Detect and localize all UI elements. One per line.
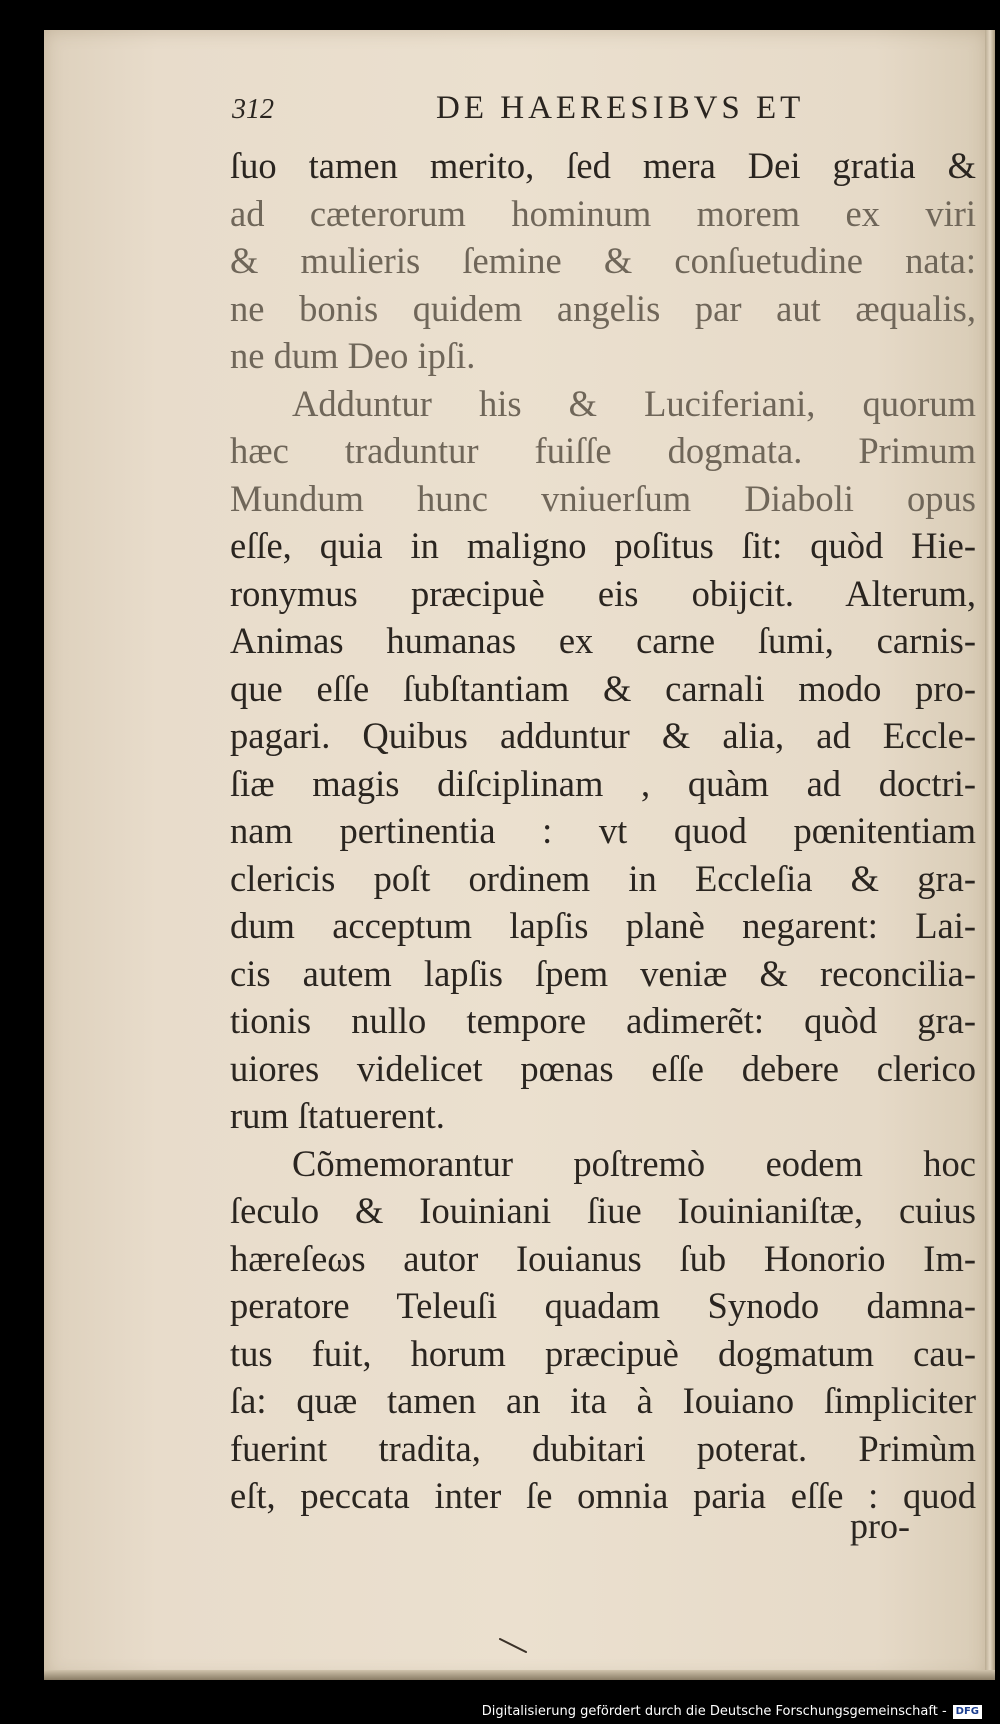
digitization-footer <box>482 1704 982 1719</box>
text-line: clericis poſt ordinem in Eccleſia & gra- <box>230 857 976 899</box>
running-head: DE HAERESIBVS ET <box>436 90 805 126</box>
text-line: Animas humanas ex carne ſumi, carnis- <box>230 620 976 661</box>
text-line: uiores videlicet pœnas eſſe debere clerico <box>230 1047 976 1089</box>
text-line: rum ſtatuerent. <box>230 1095 445 1136</box>
page-edge-right <box>985 30 995 1678</box>
page-header <box>232 90 932 134</box>
text-line: peratore Teleuſi quadam Synodo damna- <box>230 1285 976 1326</box>
dfg-logo: DFG <box>953 1705 982 1719</box>
text-line: ſa: quæ tamen an ita à Iouiano ſimpliciter <box>230 1380 976 1421</box>
text-line: ne bonis quidem angelis par aut æqualis, <box>230 287 976 329</box>
text-line: ne dum Deo ipſi. <box>230 335 476 376</box>
body-text <box>230 142 976 1520</box>
catchword: pro- <box>850 1506 910 1546</box>
text-line: ſeculo & Iouiniani ſiue Iouinianiſtæ, cuius <box>230 1190 976 1231</box>
text-line: ſiæ magis diſciplinam , quàm ad doctri- <box>230 762 976 804</box>
text-line: ad cæterorum hominum morem ex viri <box>230 192 976 234</box>
text-line: eſt, peccata inter ſe omnia paria eſſe : quod <box>230 1475 976 1516</box>
text-line: fuerint tradita, dubitari poterat. Primùm <box>230 1427 976 1469</box>
text-line: pagari. Quibus adduntur & alia, ad Eccle- <box>230 715 976 756</box>
footer-text: Digitalisierung gefördert durch die Deutsche Forschungsgemeinschaft - <box>481 1704 947 1719</box>
page-edge-bottom <box>44 1670 995 1680</box>
text-line: eſſe, quia in maligno poſitus ſit: quòd Hie- <box>230 525 976 566</box>
text-line: ronymus præcipuè eis obijcit. Alterum, <box>230 572 976 614</box>
text-line: cis autem lapſis ſpem veniæ & reconcilia- <box>230 952 976 994</box>
text-line: que eſſe ſubſtantiam & carnali modo pro- <box>230 667 976 709</box>
text-line: dum acceptum lapſis planè negarent: Lai- <box>230 905 976 946</box>
text-line: nam pertinentia : vt quod pœnitentiam <box>230 810 976 851</box>
text-line: ſuo tamen merito, ſed mera Dei gratia & <box>230 145 976 186</box>
paragraph-start-line: Cõmemorantur poſtremò eodem hoc <box>292 1142 976 1184</box>
paragraph-start-line: Adduntur his & Luciferiani, quorum <box>292 382 976 424</box>
text-line: tus fuit, horum præcipuè dogmatum cau- <box>230 1332 976 1374</box>
page-number: 312 <box>232 94 274 125</box>
text-line: hæreſeωs autor Iouianus ſub Honorio Im- <box>230 1237 976 1279</box>
text-line: Mundum hunc vniuerſum Diaboli opus <box>230 477 976 519</box>
text-line: hæc traduntur fuiſſe dogmata. Primum <box>230 430 976 471</box>
text-line: tionis nullo tempore adimerẽt: quòd gra- <box>230 1000 976 1041</box>
text-line: & mulieris ſemine & conſuetudine nata: <box>230 240 976 281</box>
ink-mark <box>498 1636 530 1656</box>
